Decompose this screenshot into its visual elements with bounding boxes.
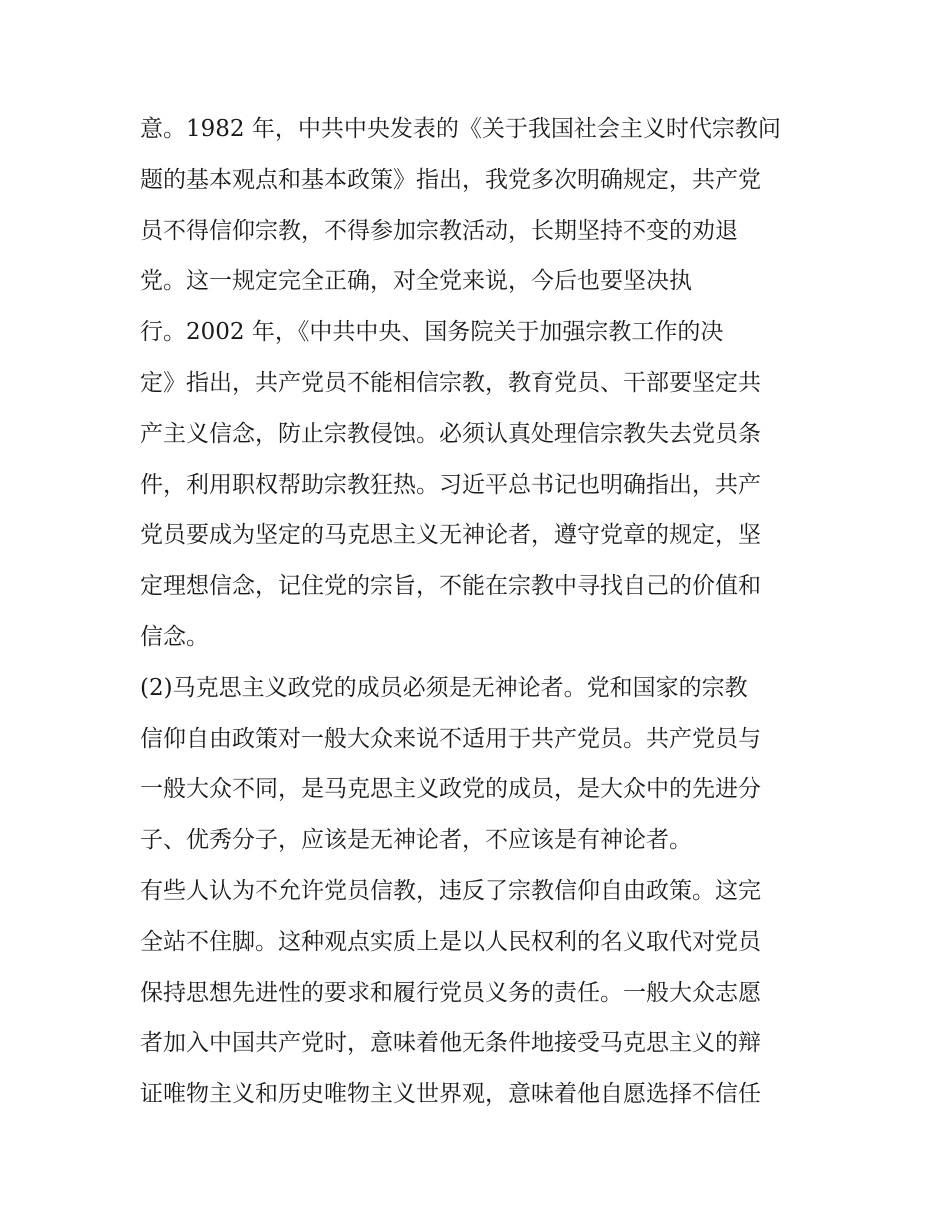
text-line: 证唯物主义和历史唯物主义世界观，意味着他自愿选择不信任 [140,1081,761,1108]
text-line: 子、优秀分子，应该是无神论者，不应该是有神论者。 [140,827,692,854]
text-line: 保持思想先进性的要求和履行党员义务的责任。一般大众志愿 [140,979,761,1006]
text-line: 党员要成为坚定的马克思主义无神论者，遵守党章的规定，坚 [140,522,761,549]
text-line: 一般大众不同，是马克思主义政党的成员，是大众中的先进分 [140,776,761,803]
text-line: 意。1982 年，中共中央发表的《关于我国社会主义时代宗教问 [140,116,781,142]
text-line: 定》指出，共产党员不能相信宗教，教育党员、干部要坚定共 [140,369,761,396]
text-line: 定理想信念，记住党的宗旨，不能在宗教中寻找自己的价值和 [140,573,761,600]
text-line: 者加入中国共产党时，意味着他无条件地接受马克思主义的辩 [140,1030,761,1057]
body-text [140,104,820,1120]
text-line: 党。这一规定完全正确，对全党来说，今后也要坚决执 [140,268,692,295]
text-line: 行。2002 年，《中共中央、国务院关于加强宗教工作的决 [140,319,724,346]
text-line: 产主义信念，防止宗教侵蚀。必须认真处理信宗教失去党员条 [140,420,761,447]
text-line: 信仰自由政策对一般大众来说不适用于共产党员。共产党员与 [140,725,761,752]
text-line: 信念。 [140,623,209,650]
text-line: 题的基本观点和基本政策》指出，我党多次明确规定，共产党 [140,166,761,193]
text-line: 件，利用职权帮助宗教狂热。习近平总书记也明确指出，共产 [140,471,761,498]
text-line: (2)马克思主义政党的成员必须是无神论者。党和国家的宗教 [140,674,748,701]
text-line: 全站不住脚。这种观点实质上是以人民权利的名义取代对党员 [140,928,761,955]
text-line: 员不得信仰宗教，不得参加宗教活动，长期坚持不变的劝退 [140,217,738,244]
text-line: 有些人认为不允许党员信教，违反了宗教信仰自由政策。这完 [140,877,761,904]
